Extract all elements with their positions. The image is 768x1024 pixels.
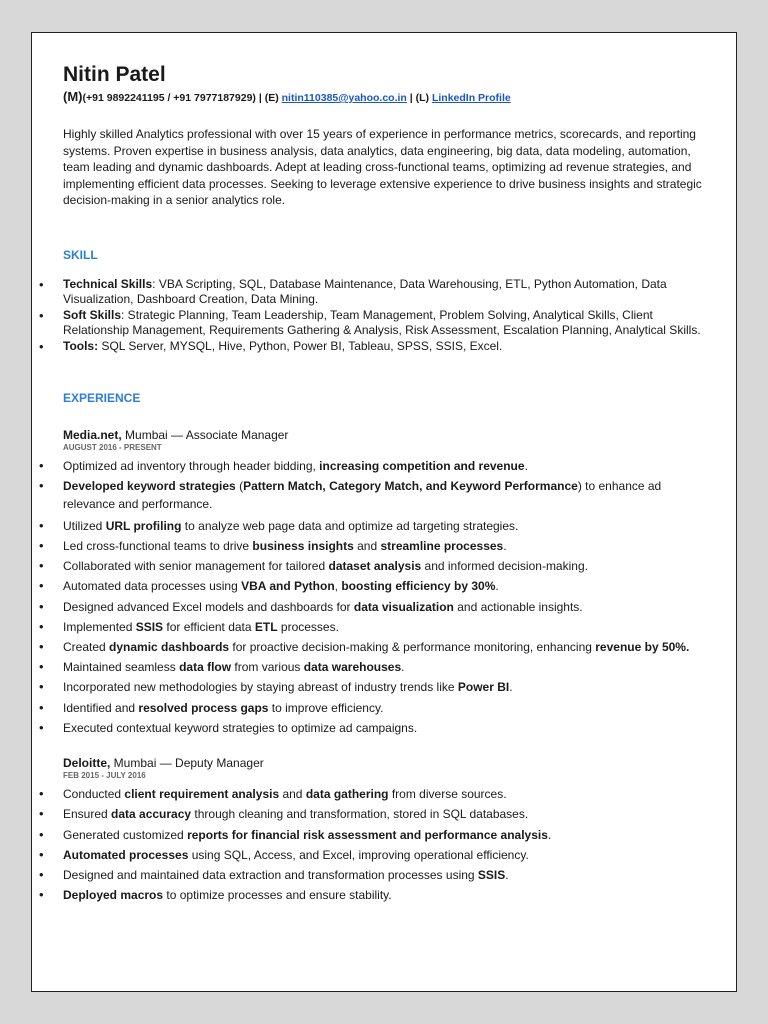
skill-tools xyxy=(63,339,713,355)
job-dates: AUGUST 2016 - PRESENT xyxy=(63,443,162,453)
candidate-name: Nitin Patel xyxy=(63,63,166,86)
skill-technical-label: Technical Skills xyxy=(63,276,153,291)
list-item: • Led cross-functional teams to drive business insights and streamline processes. xyxy=(63,536,713,556)
location-role: Mumbai — Deputy Manager xyxy=(110,756,264,771)
list-item: • Optimized ad inventory through header bidding, increasing competition and revenue. xyxy=(63,456,713,476)
phone-numbers: (+91 9892241195 / +91 7977187929) | xyxy=(82,92,262,104)
skill-soft-label: Soft Skills xyxy=(63,307,122,322)
list-item: • Deployed macros to optimize processes and ensure stability. xyxy=(63,885,713,905)
list-item: • Designed and maintained data extraction and transformation processes using SSIS. xyxy=(63,865,713,885)
job-bullets xyxy=(63,456,713,738)
list-item: • Maintained seamless data flow from various data warehouses. xyxy=(63,657,713,677)
email-label: (E) xyxy=(264,92,279,104)
contact-line xyxy=(63,89,713,106)
skill-technical-text: : VBA Scripting, SQL, Database Maintenance, Data Warehousing, ETL, Python Automation, Data Visualization, Dashboard Creation, Data Mining. xyxy=(63,276,667,307)
company-name: Media.net, xyxy=(63,428,122,443)
mobile-label: (M) xyxy=(63,89,83,104)
list-item: • Conducted client requirement analysis and data gathering from diverse sources. xyxy=(63,784,713,804)
skill-soft xyxy=(63,308,713,339)
skills-list xyxy=(63,277,713,355)
job-bullets xyxy=(63,784,713,905)
linkedin-link[interactable]: LinkedIn Profile xyxy=(431,92,511,104)
list-item: • Automated processes using SQL, Access, and Excel, improving operational efficiency. xyxy=(63,845,713,865)
skill-technical xyxy=(63,277,713,308)
professional-summary: Highly skilled Analytics professional with over 15 years of experience in performance metrics, scorecards, and reporting systems. Proven expertise in business analysis, data analytics, data engineering, big data, data modeling, automation, team leading and dynamic dashboards. Adept at leading cross-functional teams, optimizing ad revenue strategies, and implementing efficient data processes. Seeking to leverage extensive experience to drive business insights and strategic decision-making in a senior analytics role. xyxy=(63,127,702,208)
skill-heading: SKILL xyxy=(63,247,98,262)
contact-separator: | xyxy=(409,92,413,104)
resume-content xyxy=(63,61,713,905)
list-item: • Implemented SSIS for efficient data ETL processes. xyxy=(63,617,713,637)
list-item: • Executed contextual keyword strategies to optimize ad campaigns. xyxy=(63,718,713,738)
company-name: Deloitte, xyxy=(63,756,111,771)
skill-tools-label: Tools: xyxy=(63,338,99,353)
list-item: • Designed advanced Excel models and dashboards for data visualization and actionable insights. xyxy=(63,597,713,617)
experience-heading: EXPERIENCE xyxy=(63,391,141,406)
list-item: • Collaborated with senior management for tailored dataset analysis and informed decision-making. xyxy=(63,556,713,576)
skill-soft-text: : Strategic Planning, Team Leadership, Team Management, Problem Solving, Analytical Skills, Client Relationship Management, Requirements Gathering & Analysis, Risk Assessment, Escalation Planning, Analytical Skills. xyxy=(63,307,701,338)
email-link[interactable]: nitin110385@yahoo.co.in xyxy=(281,92,407,104)
list-item: • Automated data processes using VBA and Python, boosting efficiency by 30%. xyxy=(63,576,713,596)
job-title-line xyxy=(63,756,713,770)
list-item: • Created dynamic dashboards for proactive decision-making & performance monitoring, enhancing revenue by 50%. xyxy=(63,637,713,657)
list-item: • Developed keyword strategies (Pattern Match, Category Match, and Keyword Performance) to enhance ad relevance and performance. xyxy=(63,477,713,516)
job-title-line xyxy=(63,428,713,442)
list-item: • Identified and resolved process gaps to improve efficiency. xyxy=(63,698,713,718)
list-item: • Incorporated new methodologies by staying abreast of industry trends like Power BI. xyxy=(63,677,713,697)
skill-tools-text: SQL Server, MYSQL, Hive, Python, Power BI, Tableau, SPSS, SSIS, Excel. xyxy=(98,338,503,353)
resume-page xyxy=(31,32,737,992)
list-item: • Utilized URL profiling to analyze web page data and optimize ad targeting strategies. xyxy=(63,516,713,536)
location-role: Mumbai — Associate Manager xyxy=(121,428,289,443)
job-dates: FEB 2015 - JULY 2016 xyxy=(63,771,146,781)
list-item: • Generated customized reports for financial risk assessment and performance analysis. xyxy=(63,825,713,845)
linkedin-label: (L) xyxy=(415,92,430,104)
list-item: • Ensured data accuracy through cleaning and transformation, stored in SQL databases. xyxy=(63,804,713,824)
